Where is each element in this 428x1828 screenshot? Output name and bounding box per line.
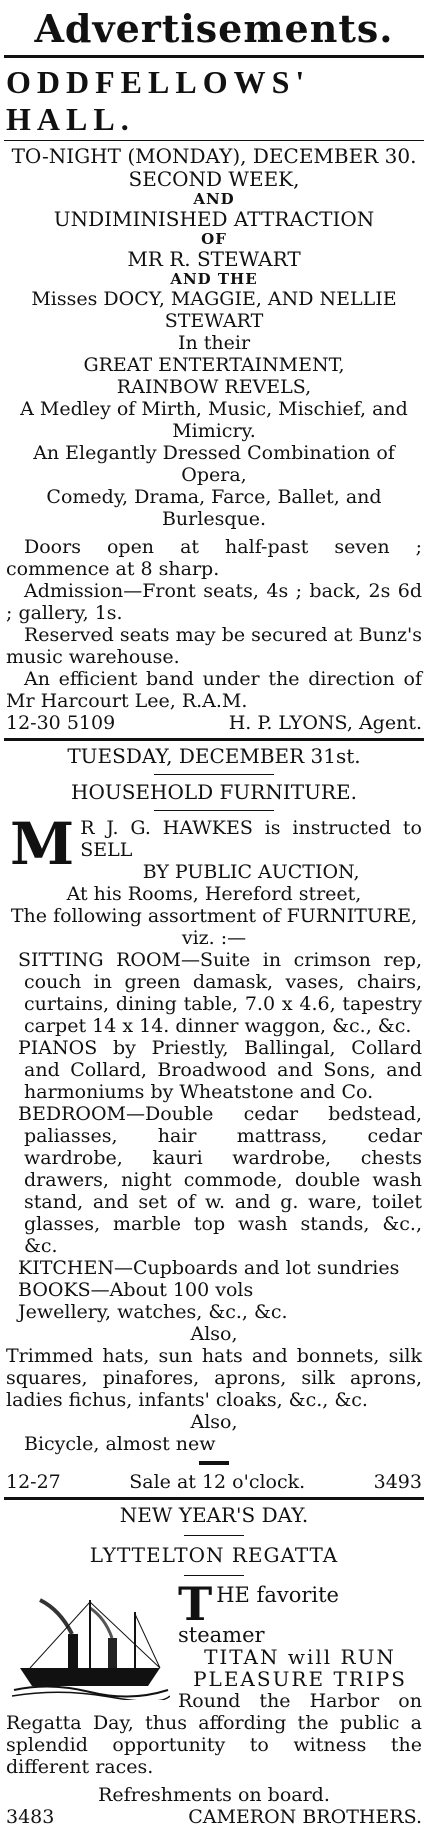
ad-heading: ODDFELLOWS' HALL. [6,64,311,137]
ad-ref: 3483 [6,1806,55,1828]
ad-line: An Elegantly Dressed Combination of Opera, [33,442,395,486]
list-item: BOOKS—About 100 vols [18,1279,254,1301]
ad-ref: 12-27 [6,1471,61,1493]
ad-line: In their [177,332,251,354]
list-item: KITCHEN—Cupboards and lot sundries [18,1257,400,1279]
ad-line: HE favorite steamer [178,1583,339,1647]
ad-text-body: Round the Harbor on Regatta Day, thus affording the public a splendid opportunity to witness the different races. [6,1690,422,1778]
ad-furniture-auction [0,745,428,1493]
divider [4,738,424,741]
ad-line: Misses DOCY, MAGGIE, AND NELLIE [31,288,397,310]
divider [184,1535,244,1536]
steamer-ship-icon [10,1590,170,1700]
drop-cap: M [10,810,75,878]
ad-line: Also, [190,1323,238,1345]
ad-heading: LYTTELTON REGATTA [89,1543,339,1567]
divider [154,774,274,775]
ad-line: Burlesque. [161,508,267,530]
divider [4,140,424,141]
list-item: BEDROOM—Double cedar bedstead, paliasses, hair mattrass, cedar wardrobe, kauri wardrobe, chests drawers, night commode, double wash stand, and set of w. and g. ware, toilet glasses, marble top wash stands, &c., &c. [18,1103,422,1257]
ad-oddfellows-hall [0,64,428,734]
ad-line: At his Rooms, Hereford street, [66,883,362,905]
ad-footer [0,1806,428,1828]
drop-cap: T [178,1577,213,1631]
ad-text-trimmed: Trimmed hats, sun hats and bonnets, silk squares, pinafores, aprons, silk aprons, ladies fichus, infants' cloaks, &c., &c. [6,1345,422,1411]
ad-text-reserved: Reserved seats may be secured at Bunz's music warehouse. [6,624,422,668]
ad-line: A Medley of Mirth, Music, Mischief, and [20,398,408,420]
ad-line: Bicycle, almost new [24,1433,216,1455]
divider [154,810,274,811]
ad-line: SECOND WEEK, [128,167,300,191]
ad-intro [0,810,428,883]
list-item: Jewellery, watches, &c., &c. [18,1301,288,1323]
ad-heading: HOUSEHOLD FURNITURE. [71,780,357,804]
divider [4,1497,424,1500]
ad-date: TUESDAY, DECEMBER 31st. [67,744,361,768]
ad-line: Also, [190,1411,238,1433]
ad-line: GREAT ENTERTAINMENT, [83,354,345,376]
ad-text-admission: Admission—Front seats, 4s ; back, 2s 6d ; gallery, 1s. [6,580,422,624]
ad-line: TITAN will RUN [204,1645,396,1669]
ad-centered-lines [0,145,428,530]
ad-lyttelton-regatta [0,1504,428,1828]
ad-line: R J. G. HAWKES is instructed to SELL [80,817,422,861]
ad-line: Comedy, Drama, Farce, Ballet, and [46,486,382,508]
ad-ref: 12-30 5109 [6,712,116,734]
ad-line: TO-NIGHT (MONDAY), DECEMBER 30. [11,144,417,168]
ad-line: The following assortment of FURNITURE, [10,905,418,927]
ad-line: STEWART [164,310,264,332]
ad-line: viz. :— [181,927,247,949]
ad-line: AND [193,190,235,208]
ad-line: AND THE [170,270,258,288]
page-title: Advertisements. [34,6,394,51]
ad-date: NEW YEAR'S DAY. [119,1503,309,1527]
ad-number: 3493 [373,1471,422,1493]
ad-line: BY PUBLIC AUCTION, [142,861,360,883]
ad-line: MR R. STEWART [127,247,301,271]
list-item: SITTING ROOM—Suite in crimson rep, couch in green damask, vases, chairs, curtains, dining table, 7.0 x 4.6, tapestry carpet 14 x 14. dinner waggon, &c., &c. [18,949,422,1037]
ad-line: UNDIMINISHED ATTRACTION [53,207,375,231]
ad-sale-time: Sale at 12 o'clock. [129,1471,306,1493]
ad-line: RAINBOW REVELS, [116,376,312,398]
ad-line: OF [201,230,227,248]
ad-line: Mimicry. [172,420,256,442]
divider [199,1461,229,1465]
ad-line: PLEASURE TRIPS [193,1667,407,1691]
divider [4,55,424,58]
ad-signature: H. P. LYONS, Agent. [228,712,422,734]
ad-signature: CAMERON BROTHERS. [188,1806,422,1828]
ad-text-doors: Doors open at half-past seven ; commence at 8 sharp. [6,536,422,580]
ad-footer [0,712,428,734]
ad-line: Refreshments on board. [98,1784,330,1806]
ad-footer [0,1471,428,1493]
divider [184,1575,244,1576]
list-item: PIANOS by Priestly, Ballingal, Collard and Collard, Broadwood and Sons, and harmoniums by Wheatstone and Co. [18,1037,422,1103]
ad-text-band: An efficient band under the direction of Mr Harcourt Lee, R.A.M. [6,668,422,712]
ad-body [0,1577,428,1778]
